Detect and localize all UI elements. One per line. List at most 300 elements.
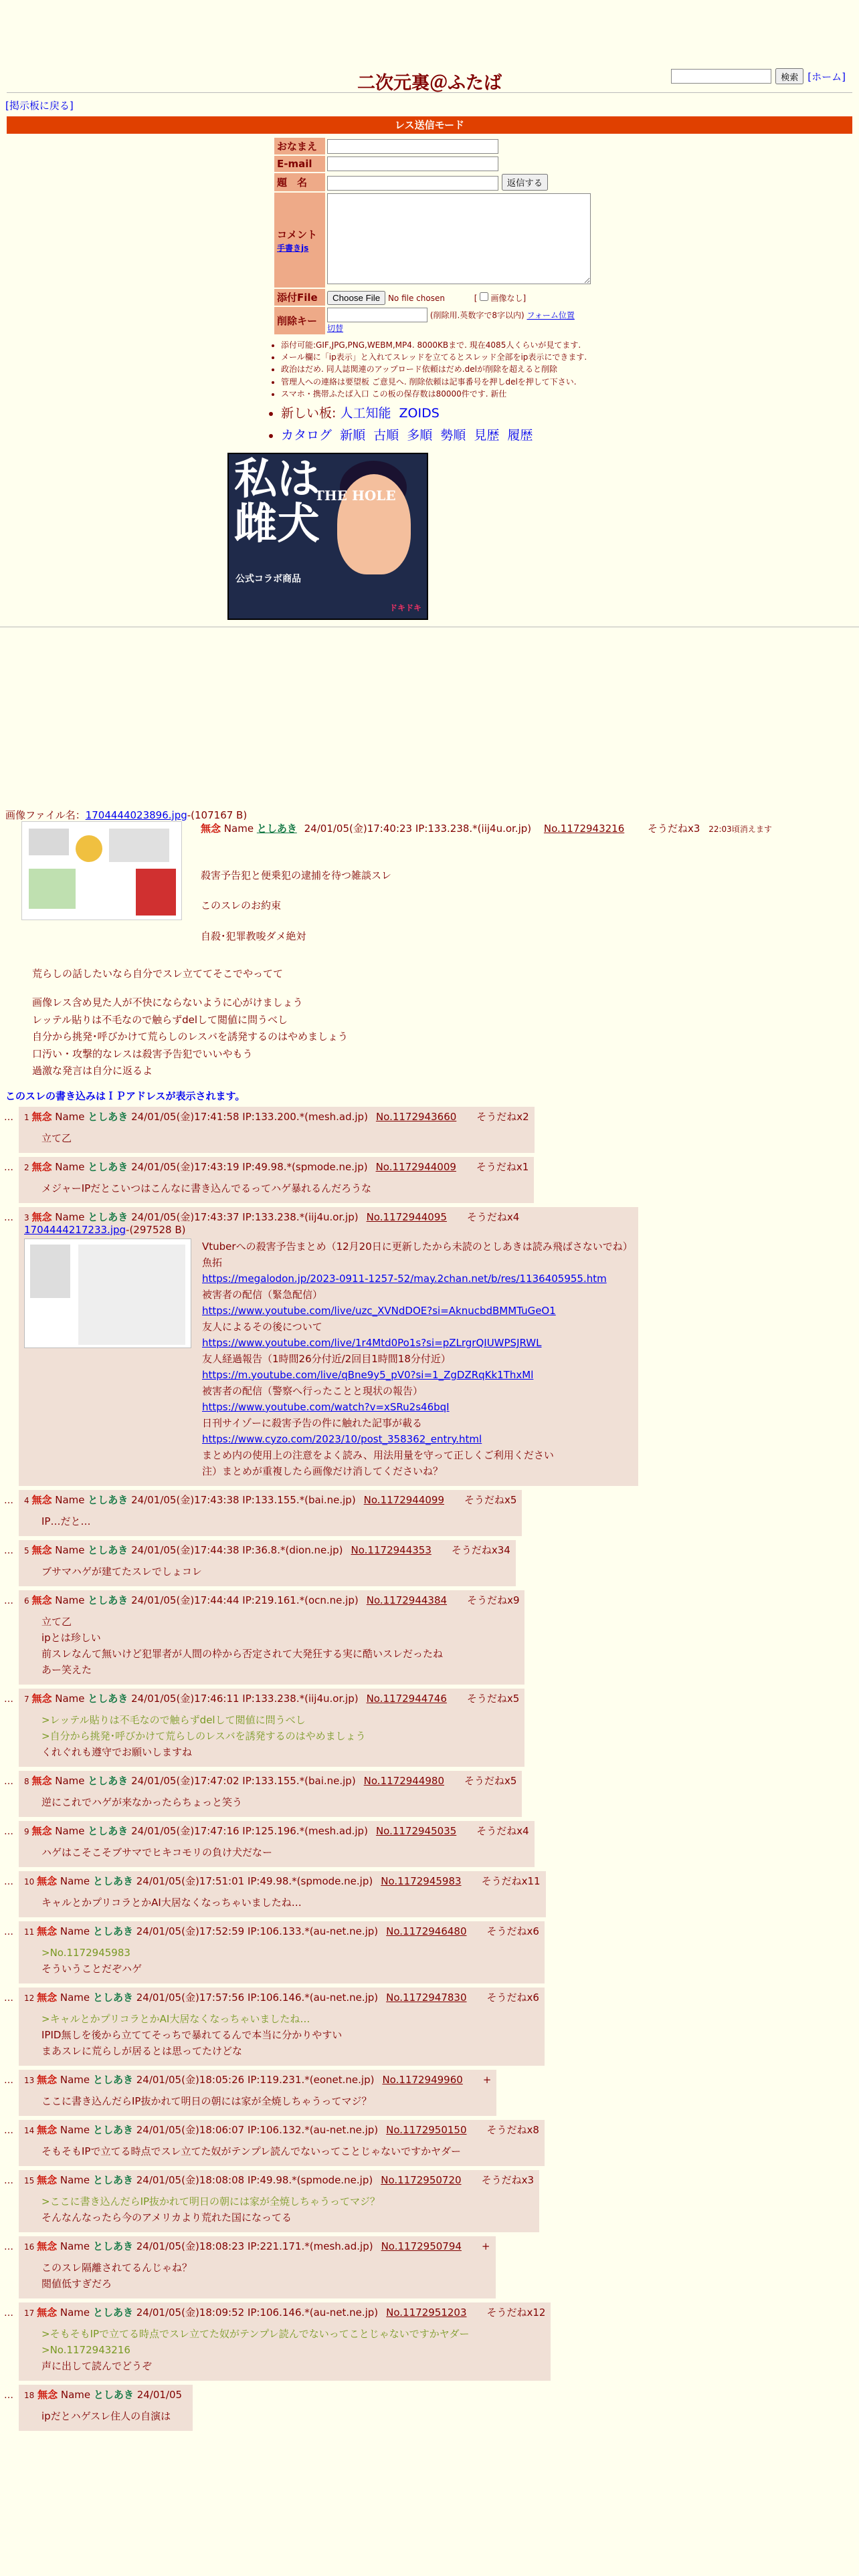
op-body-line: 過激な発言は自分に返るよ [32, 1065, 153, 1077]
reply-datetime: 24/01/05(金)17:43:38 IP:133.155.*(bai.ne.jp) [131, 1493, 356, 1506]
reply-name: としあき [92, 1991, 133, 2004]
op-file-info [5, 808, 859, 822]
reply-marker: … [4, 2125, 13, 2136]
reply-body [41, 1564, 510, 1580]
reply-marker: … [4, 1992, 13, 2004]
reply-body-line: このスレ隔離されてるんじゃね？ [41, 2261, 193, 2274]
op-body-line: このスレのお約束 [201, 899, 282, 912]
op-expire: 22:03頃消えます [708, 824, 772, 834]
reply-name: としあき [88, 1824, 128, 1837]
reply-sodane[interactable]: そうだねx6 [486, 1991, 539, 2004]
banner-hole-text: THE HOLE [314, 487, 396, 504]
op-body-line: 自殺･犯罪教唆ダメ絶対 [201, 930, 306, 942]
reply-header [24, 1160, 529, 1174]
reply-post-number[interactable]: No.1172950150 [386, 2123, 467, 2136]
reply-quote-line: >自分から挑発･呼びかけて荒らしのレスバを誘発するのはやめましょう [41, 1729, 366, 1742]
reply-header [24, 1924, 539, 1938]
reply-body [202, 1239, 633, 1479]
op-body-line: 自分から挑発･呼びかけて荒らしのレスバを誘発するのはやめましょう [32, 1031, 349, 1043]
comment-label: コメント [277, 228, 318, 241]
reply-post-number[interactable]: No.1172944353 [351, 1543, 432, 1556]
reply-body [41, 1130, 529, 1146]
reply-post-number[interactable]: No.1172944746 [366, 1692, 447, 1705]
reply-index: 14 [24, 2125, 37, 2135]
reply-file-size: -(297528 B) [126, 1223, 186, 1236]
reply-name: としあき [88, 1774, 128, 1787]
reply-marker: … [4, 1826, 13, 1837]
op-body-line: 画像レス含め見た人が不快にならないように心がけましょう [32, 996, 303, 1009]
reply-post [19, 1821, 535, 1867]
reply-name-label: Name [55, 1110, 85, 1123]
op-body-rules [32, 966, 348, 1080]
reply-body-line: キャルとかプリコラとかAI大居なくなっちゃいましたね… [41, 1896, 302, 1909]
op-post [0, 808, 859, 1089]
reply-name-label: Name [55, 1493, 85, 1506]
reply-subject: 無念 [31, 1543, 52, 1556]
op-name[interactable]: としあき [256, 822, 297, 835]
search-area [671, 68, 846, 84]
reply-subject: 無念 [31, 1110, 52, 1123]
reply-sodane[interactable]: そうだねx5 [464, 1774, 517, 1787]
reply-name-label: Name [60, 2240, 90, 2252]
reply-index: 10 [24, 1876, 37, 1887]
reply-name: としあき [92, 2306, 133, 2319]
reply-link[interactable]: https://www.youtube.com/live/1r4Mtd0Po1s?si=pZLrgrQIUWPSJRWL [202, 1336, 542, 1349]
sort-new-link[interactable]: 新順 [340, 427, 366, 443]
reply-subject: 無念 [37, 2123, 58, 2136]
op-body-line: レッテル貼りは不毛なので触らずdelして閲値に問うべし [32, 1013, 288, 1026]
reply-body-line: ハゲはこそこそブサマでヒキコモリの負け犬だなー [41, 1846, 273, 1858]
reply-row [4, 1490, 859, 1536]
op-file-link[interactable]: 1704444023896.jpg [85, 809, 187, 821]
reply-post [19, 1540, 516, 1586]
reply-subject: 無念 [37, 2306, 58, 2319]
reply-index: 9 [24, 1826, 32, 1836]
subject-label: 題 名 [274, 173, 325, 191]
reply-subject: 無念 [31, 1692, 52, 1705]
op-header [201, 821, 772, 835]
reply-marker: … [4, 2241, 13, 2252]
reply-header [24, 1593, 519, 1607]
reply-name: としあき [88, 1160, 128, 1173]
reply-index: 1 [24, 1112, 32, 1122]
reply-body [41, 1712, 519, 1760]
search-input[interactable] [671, 69, 771, 84]
reply-header [24, 2123, 539, 2137]
reply-post [19, 2302, 551, 2381]
reply-index: 4 [24, 1495, 32, 1505]
reply-post-number[interactable]: No.1172950794 [381, 2240, 462, 2252]
reply-row [4, 1921, 859, 1983]
reply-body-line: 魚拓 [202, 1256, 223, 1269]
reply-subject: 無念 [37, 2388, 58, 2401]
reply-body [41, 1794, 516, 1810]
reply-row [4, 1988, 859, 2066]
reply-post-number[interactable]: No.1172950720 [381, 2173, 462, 2186]
reply-link[interactable]: https://www.cyzo.com/2023/10/post_358362_entry.html [202, 1432, 482, 1445]
reply-header [24, 2072, 491, 2086]
reply-body-line: ipとは珍しい [41, 1631, 101, 1644]
new-board-prefix: 新しい板: [281, 405, 337, 421]
no-file-text: No file chosen [387, 293, 445, 303]
reply-link[interactable]: https://m.youtube.com/live/qBne9y5_pV0?si=1_ZgDZRqKk1ThxMl [202, 1368, 534, 1381]
reply-row [4, 2236, 859, 2298]
reply-header [24, 1493, 516, 1507]
thumb-block [78, 1245, 185, 1345]
reply-name: としあき [88, 1543, 128, 1556]
note-item: • 添付可能:GIF,JPG,PNG,WEBM,MP4. 8000KBまで. 現在4085人くらいが見てます. [281, 340, 615, 350]
reply-marker: … [4, 1926, 13, 1937]
reply-datetime: 24/01/05(金)18:05:26 IP:119.231.*(eonet.ne.jp) [136, 2073, 375, 2086]
reply-link[interactable]: https://www.youtube.com/live/uzc_XVNdDOE?si=AknucbdBMMTuGeO1 [202, 1304, 556, 1317]
form-position-link[interactable]: フォーム位置 [527, 310, 575, 320]
reply-datetime: 24/01/05(金)17:44:38 IP:36.8.*(dion.ne.jp) [131, 1543, 343, 1556]
reply-link[interactable]: https://www.youtube.com/watch?v=xSRu2s46bqI [202, 1400, 450, 1413]
reply-name-label: Name [55, 1160, 85, 1173]
reply-post-number[interactable]: No.1172947830 [386, 1991, 467, 2004]
name-field[interactable] [327, 139, 498, 154]
reply-datetime: 24/01/05 [136, 2388, 183, 2401]
reply-datetime: 24/01/05(金)17:52:59 IP:106.133.*(au-net.ne.jp) [136, 1925, 379, 1937]
reply-sodane[interactable]: + [482, 2073, 492, 2086]
reply-post-number[interactable]: No.1172945983 [381, 1874, 462, 1887]
reply-quote-line: >レッテル貼りは不毛なので触らずdelして閲値に問うべし [41, 1713, 306, 1726]
back-to-board [5, 98, 859, 112]
reply-row [4, 1871, 859, 1917]
reply-name: としあき [92, 1874, 133, 1887]
email-field[interactable] [327, 156, 498, 171]
banner-main-text: 私は 雌犬 [234, 453, 320, 550]
reply-body [41, 2093, 491, 2109]
reply-quote-line: >ここに書き込んだらIP抜かれて明日の朝には家が全焼しちゃうってマジ？ [41, 2195, 381, 2208]
reply-name: としあき [88, 1594, 128, 1606]
reply-row-truncated [4, 2385, 859, 2432]
reply-body [41, 2326, 545, 2374]
reply-subject: 無念 [31, 1210, 52, 1223]
reply-marker: … [4, 1876, 13, 1887]
reply-post-number[interactable]: No.1172944384 [366, 1594, 448, 1606]
reply-mode-bar: レス送信モード [7, 116, 852, 134]
reply-body-line: 友人によるその後について [202, 1320, 322, 1333]
switch-link[interactable]: 切替 [327, 324, 344, 333]
reply-name-label: Name [60, 2388, 91, 2401]
catalog-link[interactable]: カタログ [281, 427, 332, 443]
op-file-label: 画像ファイル名： [5, 809, 86, 821]
reply-thumbnail[interactable] [24, 1239, 191, 1348]
reply-row [4, 1540, 859, 1586]
reply-post-number[interactable]: No.1172944095 [366, 1210, 447, 1223]
reply-post [19, 2120, 545, 2166]
reply-post [19, 1490, 522, 1536]
reply-body-line: 閲値低すぎだろ [41, 2277, 112, 2290]
reply-marker: … [4, 2074, 13, 2086]
reply-subject: 無念 [37, 1991, 58, 2004]
reply-post-number[interactable]: No.1172944099 [363, 1493, 445, 1506]
reply-row [4, 2170, 859, 2232]
top-bar [0, 0, 859, 92]
reply-datetime: 24/01/05(金)18:08:08 IP:49.98.*(spmode.ne.jp) [136, 2173, 373, 2186]
reply-body-line: 逆にこれでハゲが来なかったらちょっと笑う [41, 1796, 243, 1808]
reply-sodane[interactable]: そうだねx4 [466, 1210, 520, 1223]
reply-subject: 無念 [37, 2240, 58, 2252]
reply-index: 15 [24, 2175, 37, 2185]
reply-index: 11 [24, 1927, 37, 1937]
reply-sodane[interactable]: そうだねx5 [466, 1692, 520, 1705]
reply-index: 13 [24, 2075, 37, 2085]
reply-post-number[interactable]: No.1172951203 [386, 2306, 467, 2319]
new-board-item [281, 403, 859, 421]
reply-subject: 無念 [31, 1824, 52, 1837]
reply-index: 5 [24, 1545, 32, 1555]
reply-body-line: 立て乙 [41, 1615, 72, 1628]
sort-momentum-link[interactable]: 勢順 [440, 427, 466, 443]
reply-index: 8 [24, 1776, 32, 1786]
reply-marker: … [4, 2175, 13, 2186]
reply-body [41, 2143, 539, 2159]
reply-index: 18 [24, 2390, 35, 2400]
reply-name: としあき [92, 2123, 133, 2136]
search-button[interactable]: 検索 [775, 68, 803, 84]
reply-body-line: 注）まとめが重複したら画像だけ消してくださいね？ [202, 1465, 444, 1477]
reply-quote-line: >No.1172945983 [41, 1946, 130, 1959]
reply-row [4, 1107, 859, 1153]
reply-sodane[interactable]: そうだねx9 [467, 1594, 520, 1606]
reply-post [19, 1157, 534, 1203]
reply-body [41, 1513, 516, 1529]
reply-datetime: 24/01/05(金)17:44:44 IP:219.161.*(ocn.ne.jp) [131, 1594, 359, 1606]
reply-row [4, 2070, 859, 2116]
subject-field[interactable] [327, 176, 498, 191]
reply-header [24, 1210, 633, 1224]
note-item: • メール欄に「ip表示」と入れてスレッドを立てるとスレッド全部をip表示にできます. [281, 352, 615, 362]
handwrite-link[interactable]: 手書きjs [277, 243, 309, 253]
reply-marker: … [4, 2307, 13, 2319]
sort-many-link[interactable]: 多順 [407, 427, 433, 443]
delete-key-label: 削除キー [274, 307, 325, 334]
reply-body-line: 日刊サイゾーに殺害予告の件に触れた記事が載る [202, 1416, 422, 1429]
reply-sodane[interactable]: そうだねx34 [451, 1543, 510, 1556]
delete-key-note: (削除用.英数字で8字以内) [430, 310, 524, 320]
reply-subject: 無念 [37, 1874, 58, 1887]
home-link[interactable]: [ホーム] [807, 70, 846, 83]
reply-marker: … [4, 1111, 13, 1123]
reply-body-line: IPID無しを後から立ててそっちで暴れてるんで本当に分かりやすい [41, 2028, 343, 2041]
reply-marker: … [4, 1162, 13, 1173]
op-name-label: Name [223, 822, 254, 835]
reply-name-label: Name [55, 1824, 85, 1837]
reply-body-line: 被害者の配信（緊急配信） [202, 1288, 323, 1301]
reply-name-label: Name [55, 1210, 85, 1223]
reply-name-label: Name [60, 1991, 90, 2004]
reply-index: 6 [24, 1596, 32, 1606]
reply-body [41, 2011, 539, 2059]
reply-sodane[interactable]: そうだねx5 [464, 1493, 517, 1506]
reply-row [4, 1821, 859, 1867]
reply-body-line: メジャーIPだとこいつはこんなに書き込んでるってハゲ暴れるんだろうな [41, 1182, 372, 1194]
reply-post [19, 1871, 546, 1917]
no-image-checkbox[interactable] [480, 292, 488, 301]
reply-body-line: 声に出して読んでどうぞ [41, 2359, 153, 2372]
note-item: • 政治はだめ. 同人誌関連のアップロード依頼はだめ.delが削除を超えると削除 [281, 364, 615, 374]
op-sodane[interactable]: そうだねx3 [648, 822, 700, 835]
reply-sodane[interactable]: そうだねx8 [486, 2123, 539, 2136]
reply-quote-line: >キャルとかプリコラとかAI大居なくなっちゃいましたね… [41, 2012, 310, 2025]
reply-subject: 無念 [37, 2173, 58, 2186]
reply-name-label: Name [55, 1543, 85, 1556]
reply-datetime: 24/01/05(金)17:51:01 IP:49.98.*(spmode.ne.jp) [136, 1874, 373, 1887]
reply-body [41, 2260, 490, 2292]
reply-post [19, 2070, 496, 2116]
reply-header [24, 1990, 539, 2004]
reply-post-number[interactable]: No.1172946480 [386, 1925, 467, 1937]
sort-old-link[interactable]: 古順 [373, 427, 399, 443]
history-link[interactable]: 履歴 [507, 427, 533, 443]
reply-body-line: くれぐれも遵守でお願いしますね [41, 1745, 193, 1758]
reply-post [19, 1988, 545, 2066]
note-item: • 管理人への連絡は要望板 ご意見へ. 削除依頼は記事番号を押しdelを押して下さい. [281, 377, 615, 387]
op-body-line [32, 982, 348, 994]
reply-marker: … [4, 1545, 13, 1556]
reply-marker: … [4, 1495, 13, 1506]
op-body-line: 殺害予告犯と便乗犯の逮捕を待つ雑談スレ [201, 869, 392, 881]
reply-datetime: 24/01/05(金)18:09:52 IP:106.146.*(au-net.ne.jp) [136, 2306, 379, 2319]
reply-post [19, 1590, 524, 1685]
reply-name: としあき [93, 2388, 134, 2401]
reply-post-number[interactable]: No.1172949960 [382, 2073, 463, 2086]
reply-row [4, 1771, 859, 1817]
reply-name-label: Name [60, 2173, 90, 2186]
reply-datetime: 24/01/05(金)17:41:58 IP:133.200.*(mesh.ad.jp) [131, 1110, 368, 1123]
reply-row [4, 2302, 859, 2381]
reply-marker: … [4, 2389, 13, 2401]
reply-name: としあき [92, 2240, 133, 2252]
comment-field[interactable] [327, 193, 591, 284]
reply-body [41, 2193, 534, 2226]
reply-datetime: 24/01/05(金)17:47:16 IP:125.196.*(mesh.ad.jp) [131, 1824, 368, 1837]
reply-post-number[interactable]: No.1172944980 [363, 1774, 445, 1787]
reply-body [41, 1180, 529, 1196]
reply-name: としあき [88, 1110, 128, 1123]
name-label: おなまえ [274, 138, 325, 154]
reply-header [24, 1543, 510, 1557]
reply-index: 17 [24, 2308, 37, 2318]
ad-banner[interactable] [227, 453, 428, 620]
thumb-block [30, 1245, 70, 1298]
reply-post-number[interactable]: No.1172944009 [375, 1160, 456, 1173]
delete-key-field[interactable] [327, 308, 427, 322]
email-label: E-mail [274, 156, 325, 172]
reply-body-line: 立て乙 [41, 1132, 72, 1144]
reply-post [19, 2170, 539, 2232]
reply-sodane[interactable]: そうだねx2 [476, 1110, 529, 1123]
reply-post-number[interactable]: No.1172943660 [375, 1110, 457, 1123]
reply-name: としあき [92, 2073, 133, 2086]
reply-subject: 無念 [37, 1925, 58, 1937]
reply-post-number[interactable]: No.1172945035 [375, 1824, 457, 1837]
reply-header [24, 2173, 534, 2187]
reply-body-line: IP…だと… [41, 1515, 91, 1527]
file-label: 添付File [274, 289, 325, 306]
reply-row [4, 1590, 859, 1685]
reply-subject: 無念 [31, 1774, 52, 1787]
reply-sodane[interactable]: + [481, 2240, 490, 2252]
reply-body-line: ここに書き込んだらIP抜かれて明日の朝には家が全焼しちゃうってマジ？ [41, 2095, 372, 2107]
choose-file-button[interactable]: Choose File [327, 291, 385, 305]
reply-post [19, 1207, 638, 1486]
reply-sodane[interactable]: そうだねx4 [476, 1824, 529, 1837]
reply-body-line: まあスレに荒らしが居るとは思ってたけどな [41, 2044, 243, 2057]
reply-post [19, 1921, 545, 1983]
reply-sodane[interactable]: そうだねx12 [486, 2306, 546, 2319]
reply-index: 16 [24, 2242, 37, 2252]
reply-body-line: あー笑えた [41, 1663, 92, 1676]
reply-marker: … [4, 1693, 13, 1705]
reply-sodane[interactable]: そうだねx6 [486, 1925, 539, 1937]
reply-row [4, 1207, 859, 1486]
reply-name: としあき [88, 1692, 128, 1705]
board-link-zoids[interactable]: ZOIDS [399, 405, 440, 421]
reply-link[interactable]: https://megalodon.jp/2023-0911-1257-52/may.2chan.net/b/res/1136405955.htm [202, 1272, 607, 1285]
reply-header [24, 1109, 529, 1123]
back-to-board-link[interactable]: [掲示板に戻る] [5, 100, 74, 112]
reply-row [4, 1157, 859, 1203]
op-thumbnail[interactable] [21, 821, 182, 920]
catalog-links-item [281, 425, 859, 443]
submit-button[interactable]: 返信する [502, 174, 548, 191]
reply-sodane[interactable]: そうだねx11 [481, 1874, 541, 1887]
reply-row [4, 2120, 859, 2166]
reply-post [19, 1771, 522, 1817]
reply-sodane[interactable]: そうだねx3 [481, 2173, 534, 2186]
board-link-ai[interactable]: 人工知能 [340, 405, 391, 421]
reply-post [19, 1689, 524, 1767]
reply-datetime: 24/01/05(金)18:06:07 IP:106.132.*(au-net.ne.jp) [136, 2123, 379, 2136]
reply-header [24, 2239, 490, 2253]
reply-sodane[interactable]: そうだねx1 [476, 1160, 529, 1173]
op-post-number[interactable]: No.1172943216 [543, 822, 625, 835]
view-history-link[interactable]: 見歴 [474, 427, 500, 443]
reply-subject: 無念 [31, 1160, 52, 1173]
notes-list [281, 340, 615, 399]
reply-body-line: まとめ内の使用上の注意をよく読み、用法用量を守って正しくご利用ください [202, 1448, 554, 1461]
reply-datetime: 24/01/05(金)17:43:37 IP:133.238.*(iij4u.or.jp) [131, 1210, 359, 1223]
reply-body-line: 前スレなんて無いけど犯罪者が人間の枠から否定されて大発狂する実に酷いスレだったね [41, 1647, 444, 1660]
reply-quote-line: >そもそもIPで立てる時点でスレ立てた奴がテンプレ読んでないってことじゃないですかヤダー [41, 2327, 470, 2340]
reply-file-link[interactable]: 1704444217233.jpg [24, 1223, 126, 1236]
reply-subject: 無念 [31, 1493, 52, 1506]
ip-notice: このスレの書き込みはＩＰアドレスが表示されます。 [5, 1089, 246, 1102]
reply-row [4, 1689, 859, 1767]
op-subject: 無念 [201, 822, 221, 835]
thread-replies [0, 1107, 859, 2381]
reply-body-line: Vtuberへの殺害予告まとめ（12月20日に更新したから未読のとしあきは読み飛ばさないでね） [202, 1240, 633, 1253]
reply-marker: … [4, 1776, 13, 1787]
reply-body [41, 1614, 519, 1678]
op-body-line: 荒らしの話したいなら自分でスレ立ててそこでやってて [32, 967, 284, 980]
reply-name-label: Name [60, 2073, 90, 2086]
reply-post [19, 2385, 193, 2431]
reply-header [24, 1874, 541, 1888]
reply-index: 2 [24, 1162, 32, 1172]
reply-body-line: そんなんなったら今のアメリカより荒れた国になってる [41, 2211, 292, 2224]
op-body-line: 口汚い・攻撃的なレスは殺害予告犯でいいやもう [32, 1047, 253, 1060]
reply-name-label: Name [60, 1874, 90, 1887]
reply-index: 3 [24, 1212, 32, 1222]
reply-image-block [24, 1239, 633, 1479]
site-title: 二次元裏＠ふたば [357, 73, 502, 94]
reply-name-label: Name [60, 1925, 90, 1937]
reply-name-label: Name [55, 1692, 85, 1705]
